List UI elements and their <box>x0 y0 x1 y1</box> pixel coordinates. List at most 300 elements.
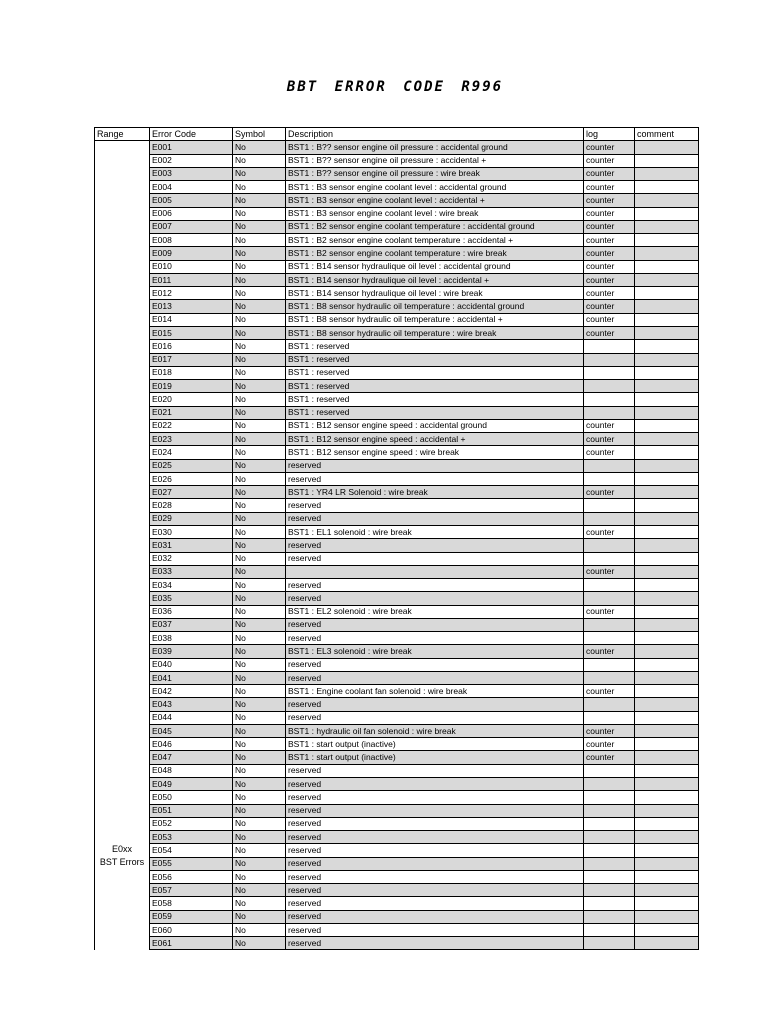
symbol-cell: No <box>233 273 286 286</box>
table-row <box>95 313 699 326</box>
log-cell: counter <box>584 234 635 247</box>
description-cell: reserved <box>286 791 584 804</box>
table-row <box>95 539 699 552</box>
description-cell: reserved <box>286 923 584 936</box>
log-cell: counter <box>584 486 635 499</box>
table-row <box>95 220 699 233</box>
symbol-cell: No <box>233 194 286 207</box>
symbol-cell: No <box>233 393 286 406</box>
comment-cell <box>635 353 699 366</box>
comment-cell <box>635 632 699 645</box>
symbol-cell: No <box>233 698 286 711</box>
description-cell: BST1 : EL1 solenoid : wire break <box>286 525 584 538</box>
description-cell: BST1 : B3 sensor engine coolant level : wire break <box>286 207 584 220</box>
comment-cell <box>635 658 699 671</box>
table-row <box>95 393 699 406</box>
error-code-cell: E035 <box>150 592 233 605</box>
symbol-cell: No <box>233 287 286 300</box>
comment-cell <box>635 433 699 446</box>
description-cell: reserved <box>286 804 584 817</box>
comment-cell <box>635 579 699 592</box>
description-cell: BST1 : B12 sensor engine speed : accidental + <box>286 433 584 446</box>
log-cell <box>584 844 635 857</box>
symbol-cell: No <box>233 738 286 751</box>
table-row <box>95 658 699 671</box>
comment-cell <box>635 154 699 167</box>
error-code-cell: E031 <box>150 539 233 552</box>
description-cell: reserved <box>286 459 584 472</box>
log-cell: counter <box>584 605 635 618</box>
description-cell: reserved <box>286 512 584 525</box>
table-row <box>95 406 699 419</box>
table-row <box>95 300 699 313</box>
comment-cell <box>635 724 699 737</box>
error-code-cell: E022 <box>150 419 233 432</box>
error-code-cell: E044 <box>150 711 233 724</box>
symbol-cell: No <box>233 167 286 180</box>
comment-cell <box>635 167 699 180</box>
description-cell: reserved <box>286 844 584 857</box>
error-code-cell: E043 <box>150 698 233 711</box>
comment-cell <box>635 247 699 260</box>
table-row <box>95 326 699 339</box>
log-cell: counter <box>584 645 635 658</box>
symbol-cell: No <box>233 380 286 393</box>
error-code-cell: E051 <box>150 804 233 817</box>
error-code-cell: E010 <box>150 260 233 273</box>
error-code-cell: E056 <box>150 870 233 883</box>
description-cell: BST1 : reserved <box>286 406 584 419</box>
log-cell <box>584 579 635 592</box>
log-cell: counter <box>584 313 635 326</box>
error-code-cell: E061 <box>150 937 233 950</box>
description-cell: reserved <box>286 764 584 777</box>
log-cell <box>584 618 635 631</box>
table-row <box>95 552 699 565</box>
error-code-cell: E001 <box>150 141 233 154</box>
error-code-cell: E034 <box>150 579 233 592</box>
comment-cell <box>635 685 699 698</box>
comment-cell <box>635 512 699 525</box>
description-cell: BST1 : hydraulic oil fan solenoid : wire break <box>286 724 584 737</box>
symbol-cell: No <box>233 419 286 432</box>
comment-cell <box>635 260 699 273</box>
log-cell: counter <box>584 260 635 273</box>
comment-cell <box>635 671 699 684</box>
log-cell: counter <box>584 433 635 446</box>
log-cell <box>584 910 635 923</box>
log-cell: counter <box>584 273 635 286</box>
symbol-cell: No <box>233 897 286 910</box>
description-cell: BST1 : EL2 solenoid : wire break <box>286 605 584 618</box>
comment-cell <box>635 380 699 393</box>
table-row <box>95 380 699 393</box>
description-cell: BST1 : B14 sensor hydraulique oil level : accidental ground <box>286 260 584 273</box>
error-code-cell: E033 <box>150 565 233 578</box>
table-row <box>95 870 699 883</box>
log-cell <box>584 671 635 684</box>
description-cell: BST1 : B2 sensor engine coolant temperature : accidental + <box>286 234 584 247</box>
error-code-cell: E052 <box>150 817 233 830</box>
log-cell: counter <box>584 167 635 180</box>
table-row <box>95 671 699 684</box>
symbol-cell: No <box>233 433 286 446</box>
comment-cell <box>635 778 699 791</box>
description-cell: reserved <box>286 499 584 512</box>
range-cell <box>95 141 150 950</box>
header-log: log <box>584 128 635 141</box>
error-code-cell: E053 <box>150 831 233 844</box>
comment-cell <box>635 207 699 220</box>
description-cell: reserved <box>286 539 584 552</box>
table-row <box>95 486 699 499</box>
error-code-cell: E008 <box>150 234 233 247</box>
log-cell <box>584 552 635 565</box>
description-cell: BST1 : Engine coolant fan solenoid : wire break <box>286 685 584 698</box>
table-header-row <box>95 128 699 141</box>
error-code-cell: E027 <box>150 486 233 499</box>
symbol-cell: No <box>233 751 286 764</box>
symbol-cell: No <box>233 340 286 353</box>
table-row <box>95 340 699 353</box>
log-cell: counter <box>584 287 635 300</box>
description-cell: BST1 : B8 sensor hydraulic oil temperature : wire break <box>286 326 584 339</box>
table-row <box>95 884 699 897</box>
comment-cell <box>635 884 699 897</box>
description-cell: reserved <box>286 884 584 897</box>
log-cell: counter <box>584 738 635 751</box>
log-cell: counter <box>584 565 635 578</box>
symbol-cell: No <box>233 791 286 804</box>
comment-cell <box>635 446 699 459</box>
table-row <box>95 234 699 247</box>
description-cell: BST1 : reserved <box>286 340 584 353</box>
comment-cell <box>635 181 699 194</box>
symbol-cell: No <box>233 300 286 313</box>
error-code-cell: E060 <box>150 923 233 936</box>
error-code-cell: E049 <box>150 778 233 791</box>
symbol-cell: No <box>233 804 286 817</box>
log-cell <box>584 831 635 844</box>
description-cell: reserved <box>286 870 584 883</box>
table-row <box>95 525 699 538</box>
symbol-cell: No <box>233 181 286 194</box>
comment-cell <box>635 194 699 207</box>
log-cell: counter <box>584 141 635 154</box>
log-cell: counter <box>584 181 635 194</box>
comment-cell <box>635 565 699 578</box>
header-error-code: Error Code <box>150 128 233 141</box>
symbol-cell: No <box>233 870 286 883</box>
description-cell: reserved <box>286 658 584 671</box>
table-row <box>95 154 699 167</box>
symbol-cell: No <box>233 141 286 154</box>
header-description: Description <box>286 128 584 141</box>
table-row <box>95 751 699 764</box>
error-code-cell: E040 <box>150 658 233 671</box>
table-row <box>95 433 699 446</box>
log-cell <box>584 817 635 830</box>
description-cell: reserved <box>286 472 584 485</box>
description-cell: BST1 : reserved <box>286 380 584 393</box>
table-row <box>95 791 699 804</box>
symbol-cell: No <box>233 605 286 618</box>
symbol-cell: No <box>233 671 286 684</box>
log-cell: counter <box>584 154 635 167</box>
error-code-cell: E011 <box>150 273 233 286</box>
description-cell: BST1 : reserved <box>286 366 584 379</box>
log-cell: counter <box>584 685 635 698</box>
table-row <box>95 565 699 578</box>
log-cell <box>584 791 635 804</box>
table-row <box>95 366 699 379</box>
error-code-cell: E021 <box>150 406 233 419</box>
symbol-cell: No <box>233 512 286 525</box>
error-code-cell: E013 <box>150 300 233 313</box>
log-cell: counter <box>584 419 635 432</box>
comment-cell <box>635 817 699 830</box>
comment-cell <box>635 340 699 353</box>
comment-cell <box>635 645 699 658</box>
table-row <box>95 579 699 592</box>
symbol-cell: No <box>233 857 286 870</box>
comment-cell <box>635 897 699 910</box>
description-cell: BST1 : B3 sensor engine coolant level : accidental + <box>286 194 584 207</box>
symbol-cell: No <box>233 764 286 777</box>
table-row <box>95 167 699 180</box>
error-code-cell: E002 <box>150 154 233 167</box>
symbol-cell: No <box>233 313 286 326</box>
comment-cell <box>635 287 699 300</box>
description-cell: reserved <box>286 897 584 910</box>
error-code-cell: E023 <box>150 433 233 446</box>
error-code-cell: E012 <box>150 287 233 300</box>
description-cell: reserved <box>286 817 584 830</box>
description-cell: BST1 : B?? sensor engine oil pressure : accidental + <box>286 154 584 167</box>
table-row <box>95 764 699 777</box>
table-row <box>95 207 699 220</box>
description-cell: BST1 : B?? sensor engine oil pressure : accidental ground <box>286 141 584 154</box>
table-row <box>95 778 699 791</box>
table-row <box>95 698 699 711</box>
symbol-cell: No <box>233 685 286 698</box>
error-code-cell: E055 <box>150 857 233 870</box>
error-code-cell: E009 <box>150 247 233 260</box>
comment-cell <box>635 698 699 711</box>
log-cell <box>584 698 635 711</box>
description-cell: reserved <box>286 671 584 684</box>
description-cell: reserved <box>286 910 584 923</box>
table-row <box>95 459 699 472</box>
log-cell: counter <box>584 446 635 459</box>
symbol-cell: No <box>233 472 286 485</box>
table-row <box>95 910 699 923</box>
symbol-cell: No <box>233 618 286 631</box>
description-cell: reserved <box>286 698 584 711</box>
table-row <box>95 592 699 605</box>
symbol-cell: No <box>233 923 286 936</box>
comment-cell <box>635 764 699 777</box>
table-row <box>95 260 699 273</box>
log-cell: counter <box>584 326 635 339</box>
comment-cell <box>635 605 699 618</box>
log-cell <box>584 778 635 791</box>
table-row <box>95 605 699 618</box>
symbol-cell: No <box>233 831 286 844</box>
header-range: Range <box>95 128 150 141</box>
table-row <box>95 857 699 870</box>
comment-cell <box>635 592 699 605</box>
log-cell <box>584 857 635 870</box>
error-code-cell: E026 <box>150 472 233 485</box>
symbol-cell: No <box>233 724 286 737</box>
table-row <box>95 618 699 631</box>
comment-cell <box>635 910 699 923</box>
symbol-cell: No <box>233 711 286 724</box>
description-cell: reserved <box>286 857 584 870</box>
error-code-cell: E017 <box>150 353 233 366</box>
error-code-cell: E030 <box>150 525 233 538</box>
comment-cell <box>635 552 699 565</box>
log-cell: counter <box>584 525 635 538</box>
comment-cell <box>635 486 699 499</box>
symbol-cell: No <box>233 406 286 419</box>
description-cell: reserved <box>286 552 584 565</box>
symbol-cell: No <box>233 565 286 578</box>
description-cell: BST1 : B3 sensor engine coolant level : accidental ground <box>286 181 584 194</box>
table-row <box>95 181 699 194</box>
error-code-cell: E036 <box>150 605 233 618</box>
comment-cell <box>635 234 699 247</box>
error-code-cell: E004 <box>150 181 233 194</box>
error-code-cell: E039 <box>150 645 233 658</box>
log-cell <box>584 406 635 419</box>
comment-cell <box>635 857 699 870</box>
error-code-cell: E047 <box>150 751 233 764</box>
error-code-cell: E024 <box>150 446 233 459</box>
log-cell <box>584 393 635 406</box>
error-code-cell: E057 <box>150 884 233 897</box>
symbol-cell: No <box>233 525 286 538</box>
description-cell: BST1 : B8 sensor hydraulic oil temperature : accidental ground <box>286 300 584 313</box>
symbol-cell: No <box>233 499 286 512</box>
header-symbol: Symbol <box>233 128 286 141</box>
log-cell <box>584 539 635 552</box>
log-cell: counter <box>584 300 635 313</box>
comment-cell <box>635 844 699 857</box>
comment-cell <box>635 326 699 339</box>
error-code-cell: E042 <box>150 685 233 698</box>
comment-cell <box>635 459 699 472</box>
table-row <box>95 472 699 485</box>
symbol-cell: No <box>233 910 286 923</box>
log-cell: counter <box>584 207 635 220</box>
table-row <box>95 632 699 645</box>
description-cell: BST1 : YR4 LR Solenoid : wire break <box>286 486 584 499</box>
comment-cell <box>635 313 699 326</box>
description-cell: BST1 : B12 sensor engine speed : wire break <box>286 446 584 459</box>
log-cell <box>584 499 635 512</box>
table-row <box>95 831 699 844</box>
comment-cell <box>635 738 699 751</box>
log-cell <box>584 658 635 671</box>
error-code-cell: E028 <box>150 499 233 512</box>
comment-cell <box>635 472 699 485</box>
log-cell <box>584 380 635 393</box>
comment-cell <box>635 804 699 817</box>
log-cell: counter <box>584 247 635 260</box>
comment-cell <box>635 499 699 512</box>
error-code-cell: E014 <box>150 313 233 326</box>
symbol-cell: No <box>233 459 286 472</box>
table-row <box>95 738 699 751</box>
log-cell <box>584 923 635 936</box>
comment-cell <box>635 937 699 950</box>
description-cell: BST1 : reserved <box>286 393 584 406</box>
symbol-cell: No <box>233 366 286 379</box>
table-row <box>95 419 699 432</box>
comment-cell <box>635 539 699 552</box>
symbol-cell: No <box>233 539 286 552</box>
symbol-cell: No <box>233 552 286 565</box>
symbol-cell: No <box>233 446 286 459</box>
table-row <box>95 937 699 950</box>
table-row <box>95 353 699 366</box>
log-cell <box>584 711 635 724</box>
symbol-cell: No <box>233 658 286 671</box>
symbol-cell: No <box>233 817 286 830</box>
symbol-cell: No <box>233 326 286 339</box>
symbol-cell: No <box>233 884 286 897</box>
table-row <box>95 645 699 658</box>
table-row <box>95 724 699 737</box>
comment-cell <box>635 923 699 936</box>
log-cell <box>584 366 635 379</box>
comment-cell <box>635 366 699 379</box>
comment-cell <box>635 273 699 286</box>
error-code-cell: E038 <box>150 632 233 645</box>
log-cell: counter <box>584 194 635 207</box>
symbol-cell: No <box>233 220 286 233</box>
table-row <box>95 844 699 857</box>
error-code-cell: E054 <box>150 844 233 857</box>
description-cell: reserved <box>286 618 584 631</box>
description-cell: BST1 : B2 sensor engine coolant temperature : wire break <box>286 247 584 260</box>
table-row <box>95 685 699 698</box>
comment-cell <box>635 618 699 631</box>
log-cell <box>584 764 635 777</box>
error-code-cell: E016 <box>150 340 233 353</box>
description-cell: BST1 : B14 sensor hydraulique oil level : wire break <box>286 287 584 300</box>
symbol-cell: No <box>233 486 286 499</box>
symbol-cell: No <box>233 579 286 592</box>
error-code-cell: E006 <box>150 207 233 220</box>
error-code-cell: E025 <box>150 459 233 472</box>
log-cell <box>584 592 635 605</box>
comment-cell <box>635 220 699 233</box>
symbol-cell: No <box>233 353 286 366</box>
table-row <box>95 499 699 512</box>
error-code-cell: E019 <box>150 380 233 393</box>
error-code-cell: E046 <box>150 738 233 751</box>
symbol-cell: No <box>233 592 286 605</box>
description-cell: reserved <box>286 711 584 724</box>
log-cell <box>584 937 635 950</box>
comment-cell <box>635 791 699 804</box>
error-code-cell: E058 <box>150 897 233 910</box>
description-cell: reserved <box>286 592 584 605</box>
table-row <box>95 512 699 525</box>
